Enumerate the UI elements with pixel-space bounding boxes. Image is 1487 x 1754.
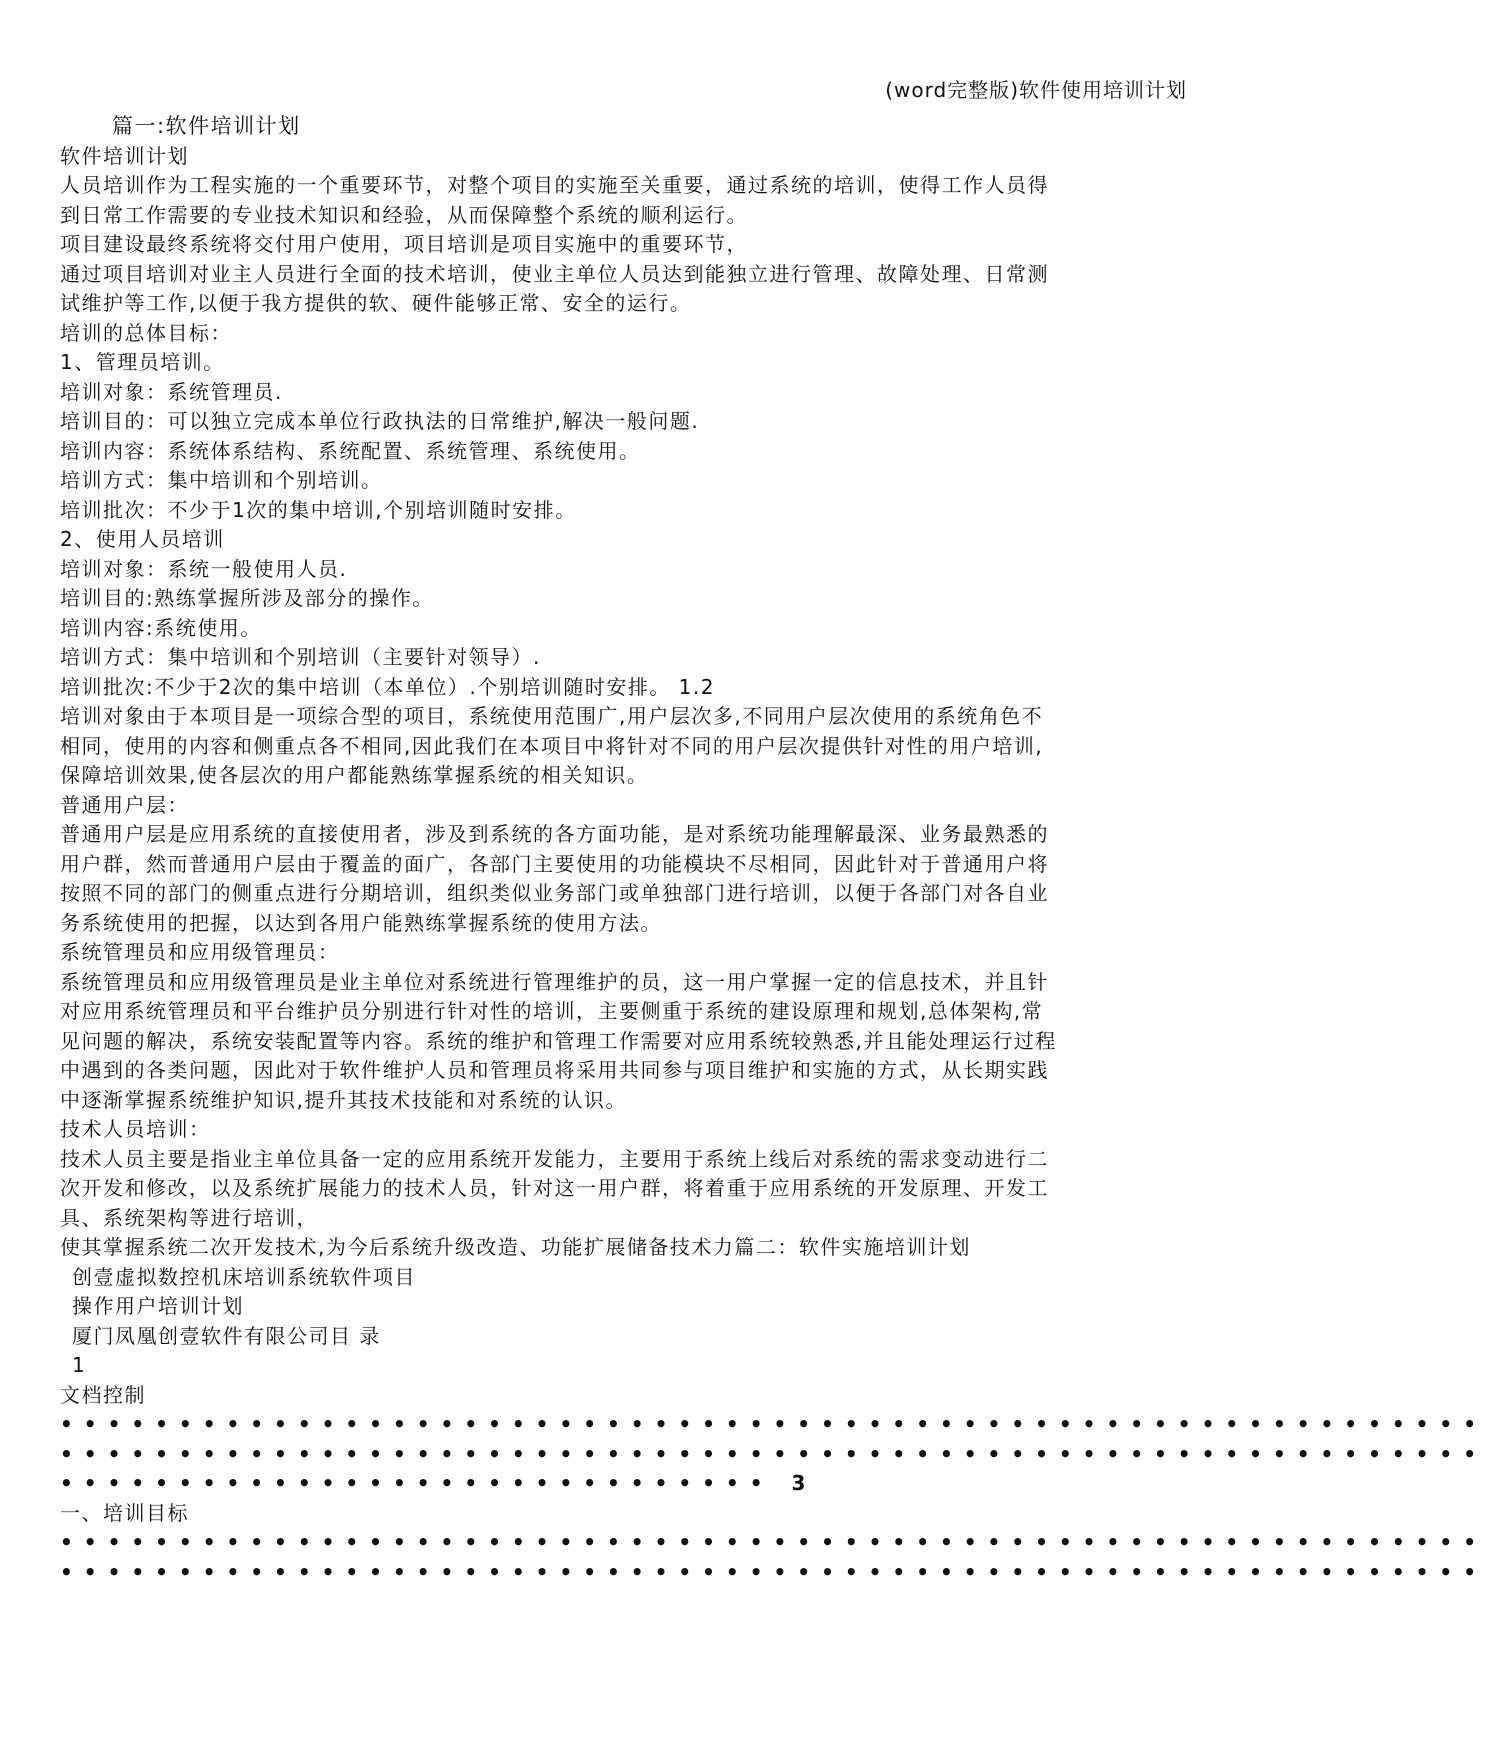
doc-line: 培训目的：可以独立完成本单位行政执法的日常维护,解决一般问题. (60, 409, 700, 433)
doc-line: 相同，使用的内容和侧重点各不相同,因此我们在本项目中将针对不同的用户层次提供针对性的用户培训, (60, 733, 1044, 758)
doc-line: 中遇到的各类问题，因此对于软件维护人员和管理员将采用共同参与项目维护和实施的方式，从长期实践 (60, 1058, 1049, 1082)
toc-leader-dots: •••••••••••••••••••••••••••••••••••••••••••••••••••••••••••• (60, 1412, 1487, 1436)
doc-line: 保障培训效果,使各层次的用户都能熟练掌握系统的相关知识。 (60, 763, 649, 787)
doc-line: 到日常工作需要的专业技术知识和经验，从而保障整个系统的顺利运行。 (60, 202, 748, 227)
doc-line: 普通用户层是应用系统的直接使用者，涉及到系统的各方面功能，是对系统功能理解最深、业务最熟悉的 (60, 822, 1049, 846)
doc-line: 培训对象：系统管理员. (60, 379, 283, 404)
doc-line: 2、使用人员培训 (60, 527, 225, 551)
doc-line: 用户群，然而普通用户层由于覆盖的面广，各部门主要使用的功能模块不尽相同，因此针对于普通用户将 (60, 851, 1049, 876)
doc-line: 培训方式：集中培训和个别培训。 (60, 468, 383, 492)
toc-leader-dots: •••••••••••••••••••••••••••••••••••••••••••••••••••••••••••• (60, 1559, 1487, 1584)
doc-line: 培训内容：系统体系结构、系统配置、系统管理、系统使用。 (60, 438, 641, 463)
doc-line: 培训对象：系统一般使用人员. (60, 556, 348, 581)
doc-line: 培训批次：不少于1次的集中培训,个别培训随时安排。 (60, 497, 577, 522)
doc-line: 培训批次:不少于2次的集中培训（本单位）.个别培训随时安排。 1.2 (60, 674, 715, 699)
doc-line: 务系统使用的把握，以达到各用户能熟练掌握系统的使用方法。 (60, 910, 662, 935)
doc-line: 厦门凤凰创壹软件有限公司目 录 (72, 1323, 381, 1348)
doc-line: 培训内容:系统使用。 (60, 615, 262, 640)
doc-line: 通过项目培训对业主人员进行全面的技术培训，使业主单位人员达到能独立进行管理、故障处理、日常测 (60, 261, 1049, 286)
toc-leader-dots: •••••••••••••••••••••••••••••••••••••••••••••••••••••••••••• (60, 1441, 1487, 1466)
doc-line: 见问题的解决，系统安装配置等内容。系统的维护和管理工作需要对应用系统较熟悉,并且能处理运行过程 (60, 1028, 1057, 1053)
section-title: 篇一:软件培训计划 (112, 114, 301, 138)
doc-line: 培训对象由于本项目是一项综合型的项目，系统使用范围广,用户层次多,不同用户层次使用的系统角色不 (60, 704, 1044, 728)
doc-line: 试维护等工作,以便于我方提供的软、硬件能够正常、安全的运行。 (60, 291, 692, 315)
doc-line: 人员培训作为工程实施的一个重要环节，对整个项目的实施至关重要，通过系统的培训，使得工作人员得 (60, 173, 1049, 197)
doc-line: 具、系统架构等进行培训， (60, 1205, 318, 1230)
doc-line: 创壹虚拟数控机床培训系统软件项目 (72, 1264, 416, 1289)
doc-line: 项目建设最终系统将交付用户使用，项目培训是项目实施中的重要环节， (60, 232, 748, 256)
doc-line: 对应用系统管理员和平台维护员分别进行针对性的培训，主要侧重于系统的建设原理和规划,总体架构,常 (60, 999, 1044, 1023)
doc-line: 培训方式：集中培训和个别培训（主要针对领导）. (60, 645, 541, 669)
toc-page-number: 1 (72, 1353, 87, 1377)
toc-entry: 一、培训目标 (60, 1500, 189, 1525)
document-body (60, 112, 1487, 1587)
doc-line: 次开发和修改，以及系统扩展能力的技术人员，针对这一用户群，将着重于应用系统的开发原理、开发工 (60, 1176, 1049, 1200)
doc-line: 普通用户层： (60, 792, 189, 817)
running-header: (word完整版)软件使用培训计划 (885, 78, 1187, 102)
doc-line: 技术人员主要是指业主单位具备一定的应用系统开发能力，主要用于系统上线后对系统的需求变动进行二 (60, 1146, 1049, 1171)
doc-line: 软件培训计划 (60, 143, 189, 168)
doc-line: 1、管理员培训。 (60, 350, 225, 374)
doc-line: 使其掌握系统二次开发技术,为今后系统升级改造、功能扩展储备技术力篇二：软件实施培训计划 (60, 1235, 971, 1259)
doc-line: 中逐渐掌握系统维护知识,提升其技术技能和对系统的认识。 (60, 1087, 627, 1112)
toc-leader-dots: •••••••••••••••••••••••••••••••••••••••••••••••••••••••••••• (60, 1530, 1487, 1554)
doc-line: 培训目的:熟练掌握所涉及部分的操作。 (60, 586, 434, 610)
doc-line: 操作用户培训计划 (72, 1294, 244, 1318)
toc-leader-dots: •••••••••••••••••••••••••••••• 3 (60, 1471, 817, 1495)
toc-entry: 文档控制 (60, 1382, 146, 1407)
doc-line: 技术人员培训： (60, 1117, 211, 1141)
doc-line: 培训的总体目标： (60, 320, 232, 345)
doc-line: 系统管理员和应用级管理员： (60, 940, 340, 964)
doc-line: 按照不同的部门的侧重点进行分期培训，组织类似业务部门或单独部门进行培训，以便于各部门对各自业 (60, 881, 1049, 905)
doc-line: 系统管理员和应用级管理员是业主单位对系统进行管理维护的员，这一用户掌握一定的信息技术，并且针 (60, 969, 1049, 994)
